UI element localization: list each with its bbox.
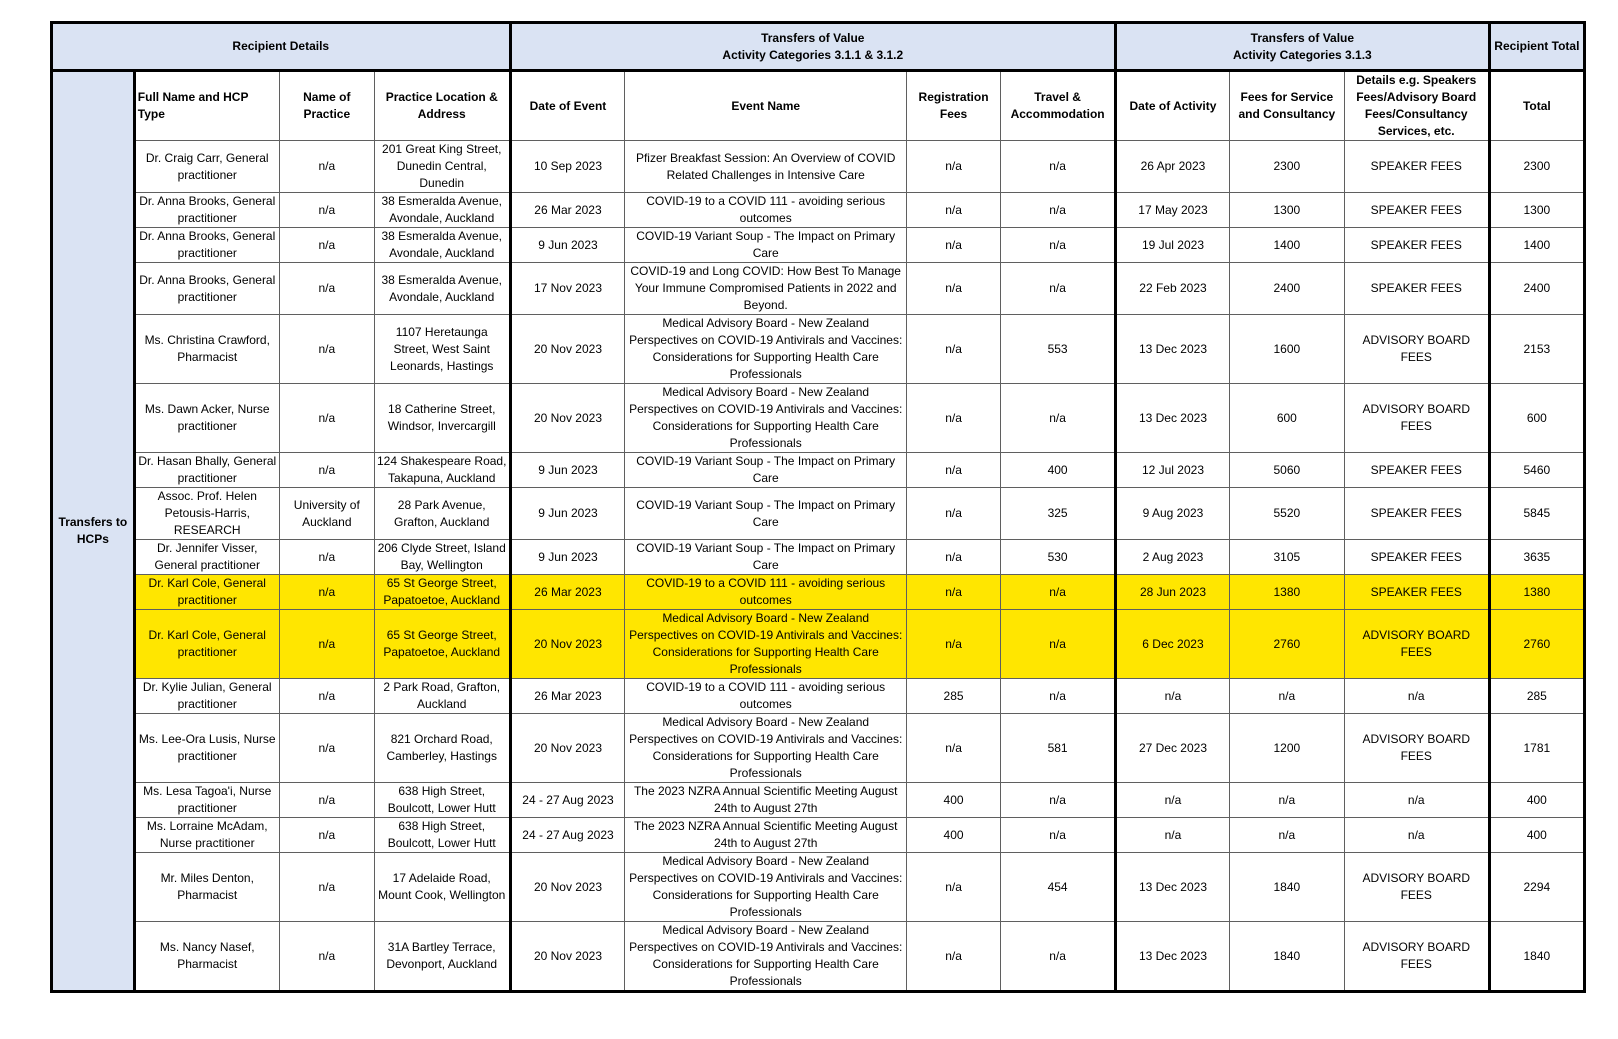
cell-fees-for-service: n/a [1229,679,1344,714]
cell-registration-fees: n/a [906,263,1000,315]
cell-practice-location: 18 Catherine Street, Windsor, Invercargill [374,384,510,453]
col-total: Total [1489,71,1584,141]
cell-total: 1781 [1489,714,1584,783]
cell-date-of-event: 17 Nov 2023 [510,263,625,315]
group-tov-3-1-1-3-1-2 [510,23,1116,71]
cell-details: SPEAKER FEES [1344,453,1489,488]
table-row [52,228,1585,263]
cell-date-of-event: 24 - 27 Aug 2023 [510,818,625,853]
cell-name-of-practice: University of Auckland [279,488,374,540]
cell-name-of-practice: n/a [279,453,374,488]
cell-total: 1300 [1489,193,1584,228]
cell-fees-for-service: 1600 [1229,315,1344,384]
cell-total: 2294 [1489,853,1584,922]
col-registration-fees: Registration Fees [906,71,1000,141]
cell-date-of-event: 26 Mar 2023 [510,679,625,714]
cell-name-of-practice: n/a [279,228,374,263]
cell-date-of-event: 9 Jun 2023 [510,488,625,540]
cell-full-name: Ms. Lorraine McAdam, Nurse practitioner [134,818,279,853]
cell-details: SPEAKER FEES [1344,488,1489,540]
cell-registration-fees: 400 [906,818,1000,853]
cell-event-name: Medical Advisory Board - New Zealand Perspectives on COVID-19 Antivirals and Vaccines: Considerations for Supporting Health Care Professionals [625,384,907,453]
group-recipient-details-label: Recipient Details [232,39,330,53]
col-travel-accommodation: Travel & Accommodation [1001,71,1116,141]
cell-date-of-event: 9 Jun 2023 [510,540,625,575]
cell-travel-accommodation: n/a [1001,263,1116,315]
column-header-row [52,71,1585,141]
cell-travel-accommodation: n/a [1001,818,1116,853]
col-date-of-activity: Date of Activity [1116,71,1230,141]
cell-practice-location: 65 St George Street, Papatoetoe, Auckland [374,610,510,679]
cell-fees-for-service: 2400 [1229,263,1344,315]
table-row [52,575,1585,610]
cell-date-of-activity: 17 May 2023 [1116,193,1230,228]
cell-name-of-practice: n/a [279,263,374,315]
cell-full-name: Dr. Anna Brooks, General practitioner [134,263,279,315]
cell-name-of-practice: n/a [279,922,374,992]
table-row [52,679,1585,714]
cell-event-name: Medical Advisory Board - New Zealand Perspectives on COVID-19 Antivirals and Vaccines: Considerations for Supporting Health Care Professionals [625,922,907,992]
cell-name-of-practice: n/a [279,540,374,575]
cell-registration-fees: n/a [906,141,1000,193]
cell-fees-for-service: 2760 [1229,610,1344,679]
cell-date-of-activity: 2 Aug 2023 [1116,540,1230,575]
cell-fees-for-service: 600 [1229,384,1344,453]
cell-fees-for-service: 3105 [1229,540,1344,575]
group-recipient-total [1489,23,1584,71]
cell-registration-fees: n/a [906,922,1000,992]
cell-travel-accommodation: n/a [1001,922,1116,992]
cell-registration-fees: n/a [906,228,1000,263]
col-fees-for-service: Fees for Service and Consultancy [1229,71,1344,141]
transfers-of-value-table [50,21,1586,993]
cell-total: 1400 [1489,228,1584,263]
cell-date-of-activity: 13 Dec 2023 [1116,384,1230,453]
cell-practice-location: 31A Bartley Terrace, Devonport, Auckland [374,922,510,992]
cell-fees-for-service: 1200 [1229,714,1344,783]
cell-details: SPEAKER FEES [1344,575,1489,610]
cell-event-name: COVID-19 to a COVID 111 - avoiding serious outcomes [625,193,907,228]
col-name-of-practice: Name of Practice [279,71,374,141]
cell-total: 5460 [1489,453,1584,488]
cell-event-name: The 2023 NZRA Annual Scientific Meeting August 24th to August 27th [625,818,907,853]
table-row [52,141,1585,193]
cell-travel-accommodation: n/a [1001,783,1116,818]
cell-date-of-activity: 13 Dec 2023 [1116,315,1230,384]
cell-event-name: COVID-19 Variant Soup - The Impact on Primary Care [625,453,907,488]
col-practice-location: Practice Location & Address [374,71,510,141]
cell-name-of-practice: n/a [279,384,374,453]
cell-total: 400 [1489,783,1584,818]
cell-event-name: Medical Advisory Board - New Zealand Perspectives on COVID-19 Antivirals and Vaccines: Considerations for Supporting Health Care Professionals [625,315,907,384]
document-page [50,21,1586,993]
cell-name-of-practice: n/a [279,610,374,679]
cell-date-of-event: 24 - 27 Aug 2023 [510,783,625,818]
col-date-of-event: Date of Event [510,71,625,141]
cell-date-of-event: 20 Nov 2023 [510,853,625,922]
table-row [52,818,1585,853]
section-label: Transfers to HCPs [58,515,128,546]
cell-event-name: COVID-19 to a COVID 111 - avoiding serious outcomes [625,575,907,610]
cell-practice-location: 1107 Heretaunga Street, West Saint Leonards, Hastings [374,315,510,384]
cell-details: SPEAKER FEES [1344,540,1489,575]
cell-travel-accommodation: 454 [1001,853,1116,922]
cell-travel-accommodation: n/a [1001,193,1116,228]
cell-full-name: Ms. Dawn Acker, Nurse practitioner [134,384,279,453]
table-row [52,315,1585,384]
group-tov-1-line1: Transfers of Value [761,30,865,45]
cell-practice-location: 28 Park Avenue, Grafton, Auckland [374,488,510,540]
cell-date-of-activity: 13 Dec 2023 [1116,922,1230,992]
group-recipient-details [52,23,511,71]
cell-date-of-activity: 28 Jun 2023 [1116,575,1230,610]
cell-date-of-activity: 9 Aug 2023 [1116,488,1230,540]
cell-travel-accommodation: 530 [1001,540,1116,575]
cell-travel-accommodation: n/a [1001,141,1116,193]
cell-total: 5845 [1489,488,1584,540]
cell-practice-location: 124 Shakespeare Road, Takapuna, Auckland [374,453,510,488]
cell-practice-location: 2 Park Road, Grafton, Auckland [374,679,510,714]
cell-fees-for-service: n/a [1229,783,1344,818]
cell-event-name: COVID-19 Variant Soup - The Impact on Primary Care [625,228,907,263]
cell-details: ADVISORY BOARD FEES [1344,315,1489,384]
table-row [52,384,1585,453]
cell-full-name: Assoc. Prof. Helen Petousis-Harris, RESEARCH [134,488,279,540]
cell-event-name: Medical Advisory Board - New Zealand Perspectives on COVID-19 Antivirals and Vaccines: Considerations for Supporting Health Care Professionals [625,714,907,783]
cell-practice-location: 638 High Street, Boulcott, Lower Hutt [374,818,510,853]
cell-details: ADVISORY BOARD FEES [1344,853,1489,922]
cell-registration-fees: n/a [906,488,1000,540]
cell-fees-for-service: n/a [1229,818,1344,853]
cell-date-of-activity: 26 Apr 2023 [1116,141,1230,193]
cell-total: 2153 [1489,315,1584,384]
cell-date-of-activity: 13 Dec 2023 [1116,853,1230,922]
cell-full-name: Dr. Jennifer Visser, General practitioner [134,540,279,575]
cell-total: 1840 [1489,922,1584,992]
cell-fees-for-service: 1300 [1229,193,1344,228]
cell-name-of-practice: n/a [279,193,374,228]
cell-full-name: Dr. Hasan Bhally, General practitioner [134,453,279,488]
cell-full-name: Dr. Karl Cole, General practitioner [134,575,279,610]
cell-date-of-activity: n/a [1116,679,1230,714]
cell-date-of-activity: 6 Dec 2023 [1116,610,1230,679]
table-body [52,71,1585,992]
cell-details: ADVISORY BOARD FEES [1344,714,1489,783]
cell-name-of-practice: n/a [279,575,374,610]
cell-full-name: Mr. Miles Denton, Pharmacist [134,853,279,922]
cell-fees-for-service: 1840 [1229,922,1344,992]
cell-details: n/a [1344,818,1489,853]
cell-full-name: Dr. Anna Brooks, General practitioner [134,228,279,263]
cell-event-name: COVID-19 and Long COVID: How Best To Manage Your Immune Compromised Patients in 2022 and Beyond. [625,263,907,315]
cell-travel-accommodation: n/a [1001,228,1116,263]
cell-event-name: The 2023 NZRA Annual Scientific Meeting August 24th to August 27th [625,783,907,818]
cell-details: ADVISORY BOARD FEES [1344,384,1489,453]
cell-fees-for-service: 1840 [1229,853,1344,922]
cell-registration-fees: n/a [906,193,1000,228]
cell-full-name: Dr. Anna Brooks, General practitioner [134,193,279,228]
cell-name-of-practice: n/a [279,315,374,384]
cell-total: 285 [1489,679,1584,714]
cell-practice-location: 38 Esmeralda Avenue, Avondale, Auckland [374,263,510,315]
cell-total: 2400 [1489,263,1584,315]
cell-details: SPEAKER FEES [1344,141,1489,193]
cell-date-of-activity: 12 Jul 2023 [1116,453,1230,488]
cell-date-of-activity: n/a [1116,818,1230,853]
cell-full-name: Dr. Craig Carr, General practitioner [134,141,279,193]
cell-name-of-practice: n/a [279,818,374,853]
cell-total: 3635 [1489,540,1584,575]
table-row [52,193,1585,228]
cell-travel-accommodation: 553 [1001,315,1116,384]
cell-fees-for-service: 1400 [1229,228,1344,263]
cell-name-of-practice: n/a [279,679,374,714]
cell-fees-for-service: 5060 [1229,453,1344,488]
cell-registration-fees: n/a [906,853,1000,922]
cell-registration-fees: n/a [906,453,1000,488]
cell-practice-location: 206 Clyde Street, Island Bay, Wellington [374,540,510,575]
cell-practice-location: 17 Adelaide Road, Mount Cook, Wellington [374,853,510,922]
cell-details: n/a [1344,783,1489,818]
cell-fees-for-service: 2300 [1229,141,1344,193]
cell-full-name: Ms. Nancy Nasef, Pharmacist [134,922,279,992]
cell-total: 1380 [1489,575,1584,610]
col-event-name: Event Name [625,71,907,141]
cell-event-name: Pfizer Breakfast Session: An Overview of COVID Related Challenges in Intensive Care [625,141,907,193]
cell-name-of-practice: n/a [279,714,374,783]
cell-date-of-event: 26 Mar 2023 [510,575,625,610]
cell-name-of-practice: n/a [279,783,374,818]
cell-practice-location: 38 Esmeralda Avenue, Avondale, Auckland [374,193,510,228]
cell-travel-accommodation: 400 [1001,453,1116,488]
cell-date-of-event: 9 Jun 2023 [510,453,625,488]
cell-travel-accommodation: n/a [1001,610,1116,679]
cell-practice-location: 821 Orchard Road, Camberley, Hastings [374,714,510,783]
table-row [52,488,1585,540]
cell-date-of-event: 20 Nov 2023 [510,315,625,384]
cell-details: SPEAKER FEES [1344,228,1489,263]
cell-details: ADVISORY BOARD FEES [1344,922,1489,992]
cell-practice-location: 38 Esmeralda Avenue, Avondale, Auckland [374,228,510,263]
cell-registration-fees: n/a [906,315,1000,384]
cell-full-name: Ms. Lesa Tagoa'i, Nurse practitioner [134,783,279,818]
cell-fees-for-service: 1380 [1229,575,1344,610]
cell-date-of-event: 26 Mar 2023 [510,193,625,228]
cell-event-name: COVID-19 Variant Soup - The Impact on Primary Care [625,540,907,575]
cell-practice-location: 201 Great King Street, Dunedin Central, Dunedin [374,141,510,193]
group-tov-2-line2: Activity Categories 3.1.3 [1233,47,1372,62]
cell-travel-accommodation: 581 [1001,714,1116,783]
cell-date-of-activity: 22 Feb 2023 [1116,263,1230,315]
cell-full-name: Ms. Christina Crawford, Pharmacist [134,315,279,384]
cell-full-name: Ms. Lee-Ora Lusis, Nurse practitioner [134,714,279,783]
table-row [52,610,1585,679]
cell-date-of-event: 9 Jun 2023 [510,228,625,263]
cell-travel-accommodation: n/a [1001,575,1116,610]
cell-details: ADVISORY BOARD FEES [1344,610,1489,679]
cell-event-name: COVID-19 to a COVID 111 - avoiding serious outcomes [625,679,907,714]
table-row [52,453,1585,488]
group-recipient-total-label: Recipient Total [1494,39,1580,53]
col-details: Details e.g. Speakers Fees/Advisory Board Fees/Consultancy Services, etc. [1344,71,1489,141]
cell-details: SPEAKER FEES [1344,193,1489,228]
cell-full-name: Dr. Kylie Julian, General practitioner [134,679,279,714]
cell-date-of-event: 20 Nov 2023 [510,714,625,783]
table-row [52,714,1585,783]
cell-registration-fees: n/a [906,384,1000,453]
cell-event-name: Medical Advisory Board - New Zealand Perspectives on COVID-19 Antivirals and Vaccines: Considerations for Supporting Health Care Professionals [625,610,907,679]
cell-registration-fees: n/a [906,714,1000,783]
cell-registration-fees: n/a [906,575,1000,610]
cell-travel-accommodation: n/a [1001,679,1116,714]
cell-name-of-practice: n/a [279,853,374,922]
col-full-name: Full Name and HCP Type [134,71,279,141]
cell-registration-fees: 400 [906,783,1000,818]
table-row [52,540,1585,575]
table-row [52,783,1585,818]
cell-date-of-activity: 27 Dec 2023 [1116,714,1230,783]
cell-total: 2760 [1489,610,1584,679]
cell-date-of-activity: n/a [1116,783,1230,818]
cell-date-of-event: 20 Nov 2023 [510,384,625,453]
cell-total: 2300 [1489,141,1584,193]
cell-event-name: COVID-19 Variant Soup - The Impact on Primary Care [625,488,907,540]
group-tov-1-line2: Activity Categories 3.1.1 & 3.1.2 [722,47,904,62]
section-transfers-to-hcps [52,71,135,992]
cell-travel-accommodation: 325 [1001,488,1116,540]
cell-registration-fees: 285 [906,679,1000,714]
group-tov-2-line1: Transfers of Value [1250,30,1355,45]
cell-full-name: Dr. Karl Cole, General practitioner [134,610,279,679]
cell-name-of-practice: n/a [279,141,374,193]
cell-fees-for-service: 5520 [1229,488,1344,540]
cell-details: n/a [1344,679,1489,714]
cell-total: 400 [1489,818,1584,853]
cell-date-of-event: 20 Nov 2023 [510,922,625,992]
cell-details: SPEAKER FEES [1344,263,1489,315]
cell-event-name: Medical Advisory Board - New Zealand Perspectives on COVID-19 Antivirals and Vaccines: Considerations for Supporting Health Care Professionals [625,853,907,922]
cell-registration-fees: n/a [906,610,1000,679]
group-tov-3-1-3 [1116,23,1490,71]
table-row [52,263,1585,315]
cell-date-of-event: 10 Sep 2023 [510,141,625,193]
cell-total: 600 [1489,384,1584,453]
cell-date-of-event: 20 Nov 2023 [510,610,625,679]
cell-practice-location: 638 High Street, Boulcott, Lower Hutt [374,783,510,818]
table-row [52,853,1585,922]
cell-date-of-activity: 19 Jul 2023 [1116,228,1230,263]
cell-registration-fees: n/a [906,540,1000,575]
cell-travel-accommodation: n/a [1001,384,1116,453]
cell-practice-location: 65 St George Street, Papatoetoe, Auckland [374,575,510,610]
table-row [52,922,1585,992]
